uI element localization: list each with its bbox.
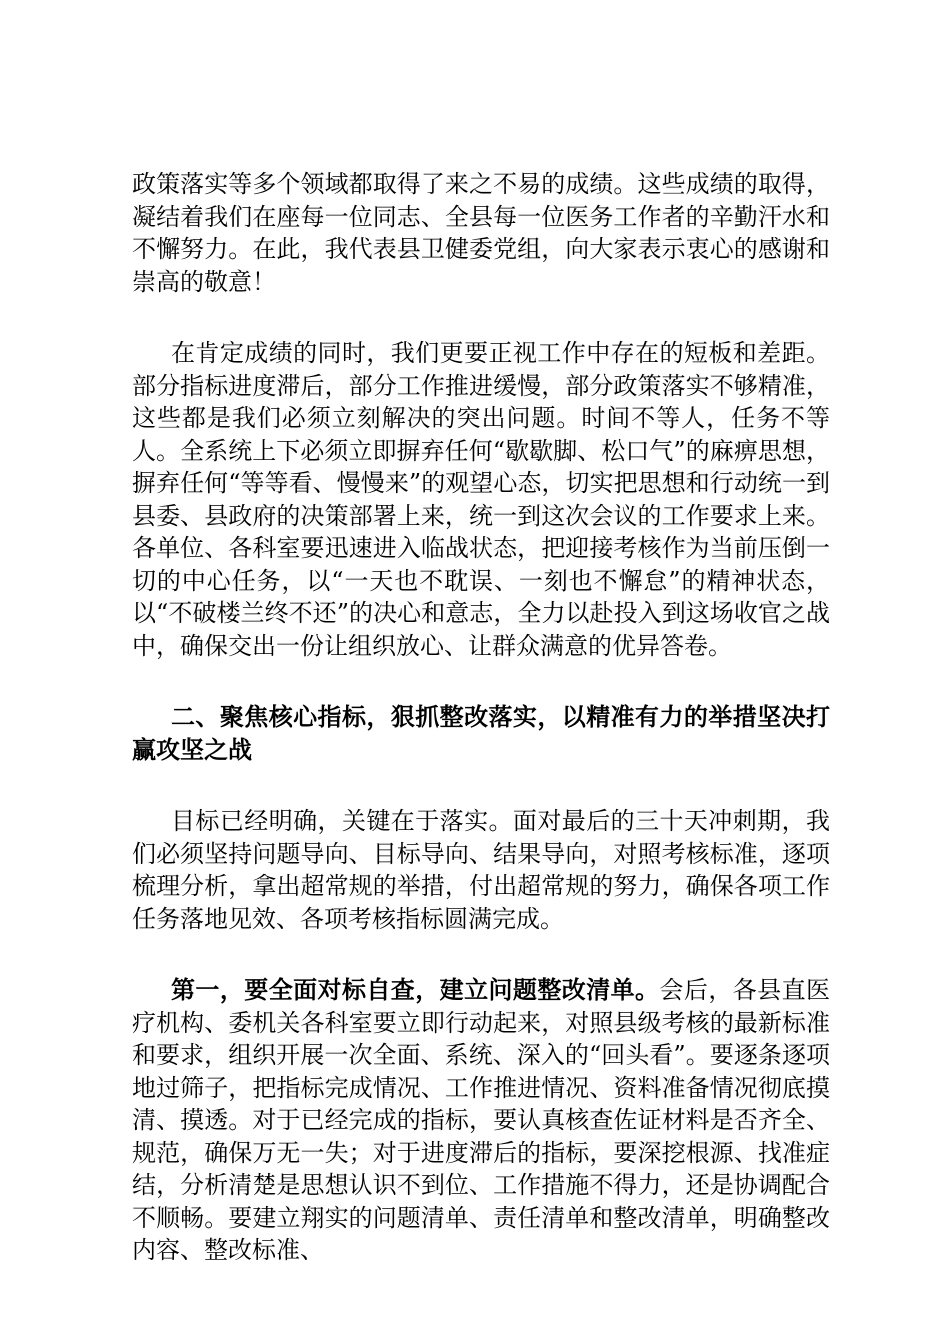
paragraph-achievements: 政策落实等多个领域都取得了来之不易的成绩。这些成绩的取得，凝结着我们在座每一位同志、全县每一位医务工作者的辛勤汗水和不懈努力。在此，我代表县卫健委党组，向大家表示衷心的感谢和崇高的敬意！ [132,170,830,296]
section-heading-2: 二、聚焦核心指标，狠抓整改落实，以精准有力的举措坚决打赢攻坚之战 [132,702,830,764]
paragraph-implementation: 目标已经明确，关键在于落实。面对最后的三十天冲刺期，我们必须坚持问题导向、目标导向、结果导向，对照考核标准，逐项梳理分析，拿出超常规的举措，付出超常规的努力，确保各项工作任务落地见效、各项考核指标圆满完成。 [132,807,830,933]
paragraph-spacer [132,935,830,974]
paragraph-spacer [132,766,830,805]
paragraph-spacer [132,662,830,701]
first-measure-lead: 第一，要全面对标自查，建立问题整改清单。 [171,975,660,1004]
paragraph-shortcomings: 在肯定成绩的同时，我们更要正视工作中存在的短板和差距。部分指标进度滞后，部分工作推进缓慢，部分政策落实不够精准，这些都是我们必须立刻解决的突出问题。时间不等人，任务不等人。全系统上下必须立即摒弃任何“歇歇脚、松口气”的麻痹思想，摒弃任何“等等看、慢慢来”的观望心态，切实把思想和行动统一到县委、县政府的决策部署上来，统一到这次会议的工作要求上来。各单位、各科室要迅速进入临战状态，把迎接考核作为当前压倒一切的中心任务，以“一天也不耽误、一刻也不懈怠”的精神状态，以“不破楼兰终不还”的决心和意志，全力以赴投入到这场收官之战中，确保交出一份让组织放心、让群众满意的优异答卷。 [132,339,830,660]
document-page [132,168,830,1267]
paragraph-first-measure [132,974,830,1267]
first-measure-body: 会后，各县直医疗机构、委机关各科室要立即行动起来，对照县级考核的最新标准和要求，组织开展一次全面、系统、深入的“回头看”。要逐条逐项地过筛子，把指标完成情况、工作推进情况、资料准备情况彻底摸清、摸透。对于已经完成的指标，要认真核查佐证材料是否齐全、规范，确保万无一失；对于进度滞后的指标，要深挖根源、找准症结，分析清楚是思想认识不到位、工作措施不得力，还是协调配合不顺畅。要建立翔实的问题清单、责任清单和整改清单，明确整改内容、整改标准、 [132,976,831,1264]
paragraph-spacer [132,298,830,337]
